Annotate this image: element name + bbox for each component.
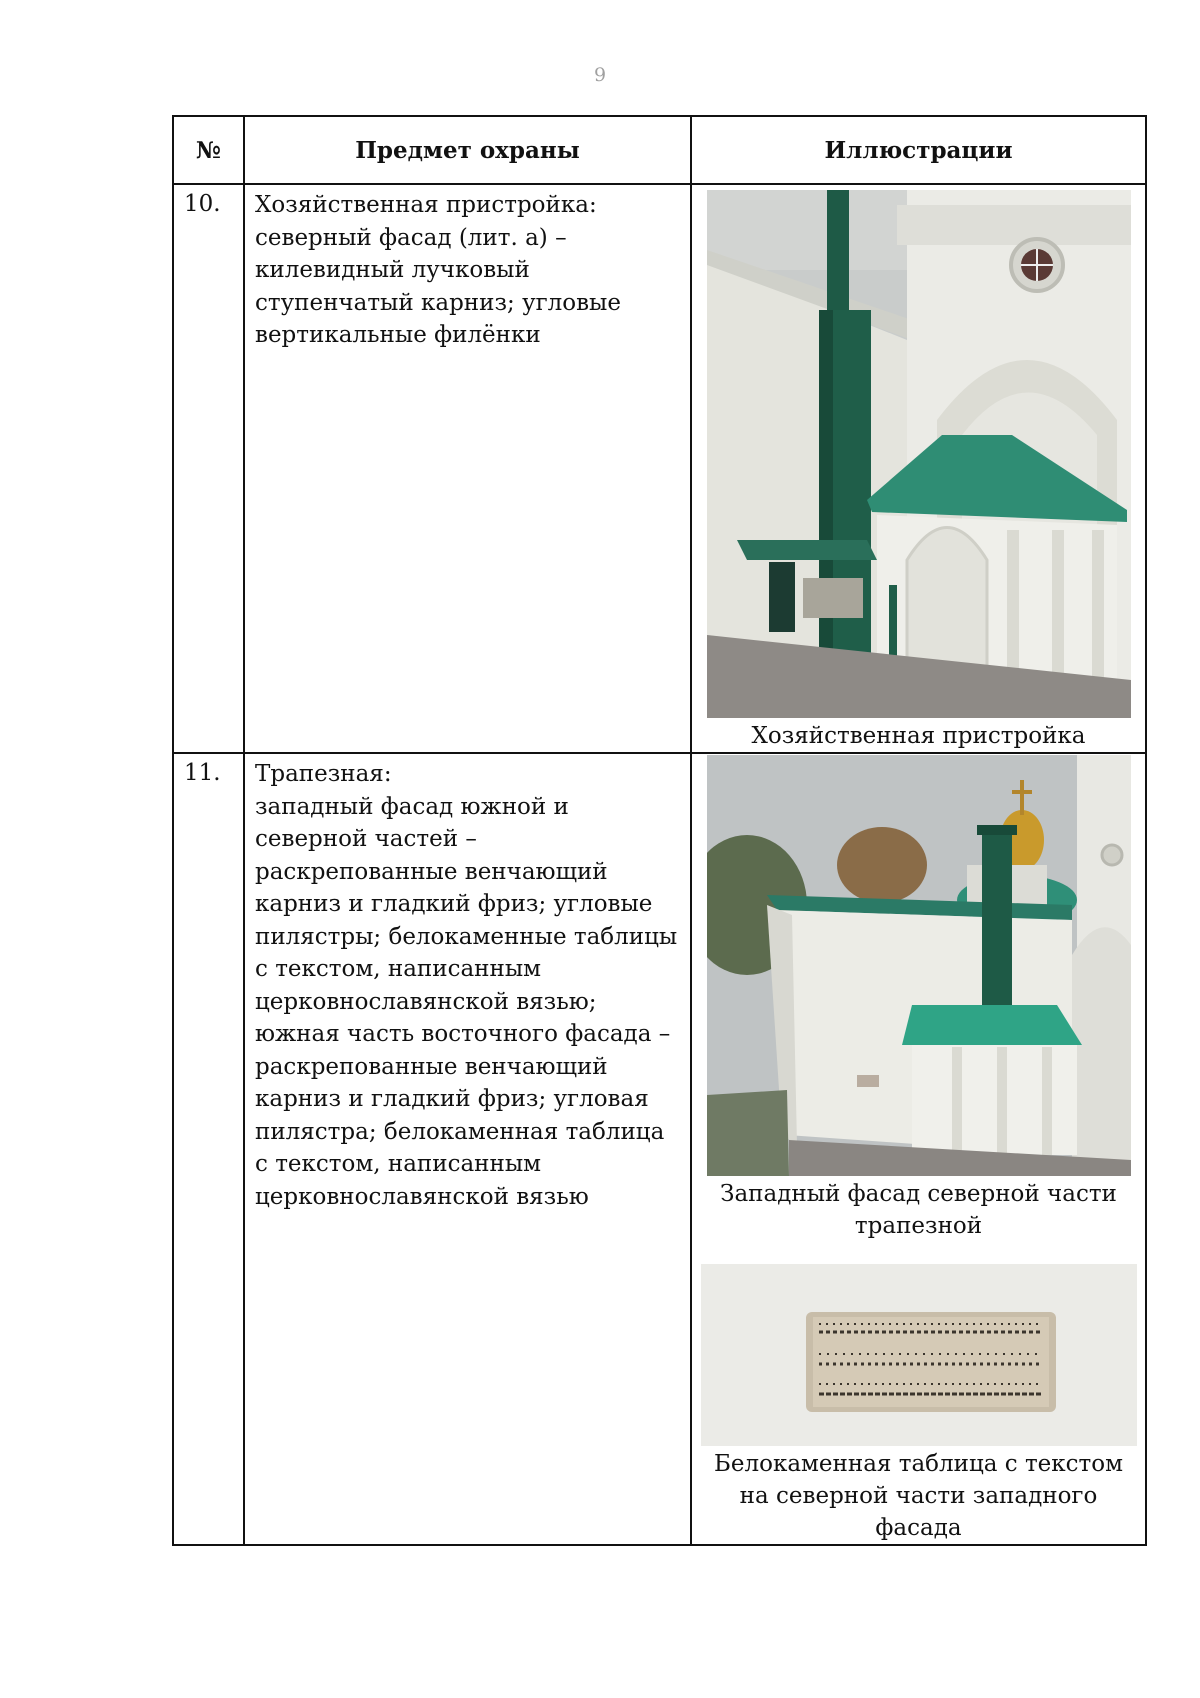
protection-table — [172, 115, 1147, 1546]
description-text: западный фасад южной и северной частей – раскрепованные венчающий карниз и гладкий фриз; угловые пилястры; белокаменные таблицы с текстом, написанным церковнославянской вязью; — [255, 793, 678, 1015]
description-title: Трапезная: — [255, 761, 392, 787]
table-row — [173, 753, 1146, 1545]
row-number: 10. — [173, 184, 244, 753]
table-row — [173, 184, 1146, 753]
header-illustrations: Иллюстрации — [691, 116, 1146, 184]
photo-refectory-west-facade — [707, 755, 1131, 1176]
table-header-row — [173, 116, 1146, 184]
illustrations-cell — [691, 753, 1146, 1545]
row-number: 11. — [173, 753, 244, 1545]
header-number: № — [173, 116, 244, 184]
illustrations-cell — [691, 184, 1146, 753]
description-title: Хозяйственная пристройка: — [255, 192, 597, 218]
description-text: северный фасад (лит. а) – килевидный лучковый ступенчатый карниз; угловые вертикальные филёнки — [255, 224, 621, 348]
description-text: южная часть восточного фасада – раскрепованные венчающий карниз и гладкий фриз; угловая пилястра; белокаменная таблица с текстом, написанным церковнославянской вязью — [255, 1021, 671, 1210]
photo-caption: Белокаменная таблица с текстом на северной части западного фасада — [713, 1451, 1124, 1541]
row-description — [244, 753, 691, 1545]
photo-caption: Западный фасад северной части трапезной — [720, 1181, 1117, 1239]
photo-utility-annex — [707, 190, 1131, 718]
photo-white-stone-tablet — [701, 1264, 1137, 1446]
page-number: 9 — [593, 64, 607, 86]
photo-caption: Хозяйственная пристройка — [751, 723, 1086, 749]
row-description — [244, 184, 691, 753]
header-subject: Предмет охраны — [244, 116, 691, 184]
